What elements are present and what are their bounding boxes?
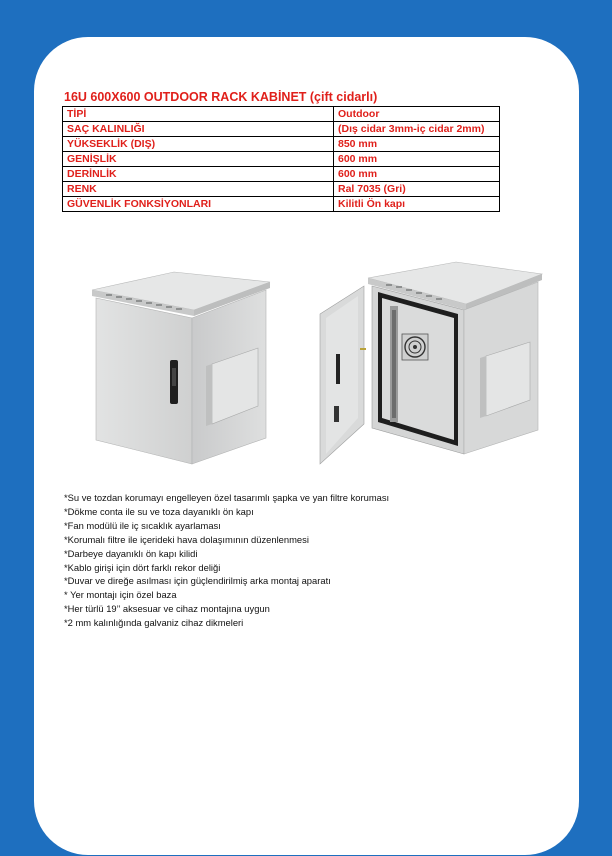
spec-row — [63, 122, 500, 137]
product-title: 16U 600X600 OUTDOOR RACK KABİNET (çift cidarlı) — [64, 90, 378, 104]
feature-item: *Su ve tozdan korumayı engelleyen özel tasarımlı şapka ve yan filtre koruması — [64, 492, 390, 503]
feature-item: *Kablo girişi için dört farklı rekor deliği — [64, 561, 221, 573]
spec-label: YÜKSEKLİK (DIŞ) — [63, 137, 334, 152]
spec-label: GENİŞLİK — [63, 152, 334, 167]
spec-row — [63, 152, 500, 167]
spec-row — [63, 107, 500, 122]
spec-value: Ral 7035 (Gri) — [334, 182, 500, 197]
feature-item: *Dökme conta ile su ve toza dayanıklı ön kapı — [64, 505, 254, 517]
feature-item: * Yer montajı için özel baza — [64, 589, 177, 601]
spec-label: DERİNLİK — [63, 167, 334, 182]
spec-value: 600 mm — [334, 167, 500, 182]
spec-row — [63, 137, 500, 152]
feature-item: *2 mm kalınlığında galvaniz cihaz dikmeleri — [64, 617, 244, 629]
spec-row — [63, 197, 500, 212]
spec-label: RENK — [63, 182, 334, 197]
feature-item: *Her türlü 19’’ aksesuar ve cihaz montajına uygun — [64, 603, 270, 615]
spec-value: Outdoor — [334, 107, 500, 122]
feature-list — [64, 491, 389, 630]
spec-value: (Dış cidar 3mm-iç cidar 2mm) — [334, 122, 500, 137]
spec-row — [63, 182, 500, 197]
cabinet-open-image — [316, 258, 544, 468]
feature-item: *Darbeye dayanıklı ön kapı kilidi — [64, 547, 198, 559]
spec-value: 850 mm — [334, 137, 500, 152]
spec-label: SAÇ KALINLIĞI — [63, 122, 334, 137]
spec-value: Kilitli Ön kapı — [334, 197, 500, 212]
feature-item: *Duvar ve direğe asılması için güçlendirilmiş arka montaj aparatı — [64, 575, 331, 587]
feature-item: *Korumalı filtre ile içerideki hava dolaşımının düzenlenmesi — [64, 533, 309, 545]
spec-label: GÜVENLİK FONKSİYONLARI — [63, 197, 334, 212]
spec-value: 600 mm — [334, 152, 500, 167]
cabinet-closed-image — [82, 268, 282, 468]
spec-table — [62, 106, 500, 212]
spec-label: TİPİ — [63, 107, 334, 122]
spec-row — [63, 167, 500, 182]
feature-item: *Fan modülü ile iç sıcaklık ayarlaması — [64, 519, 221, 531]
